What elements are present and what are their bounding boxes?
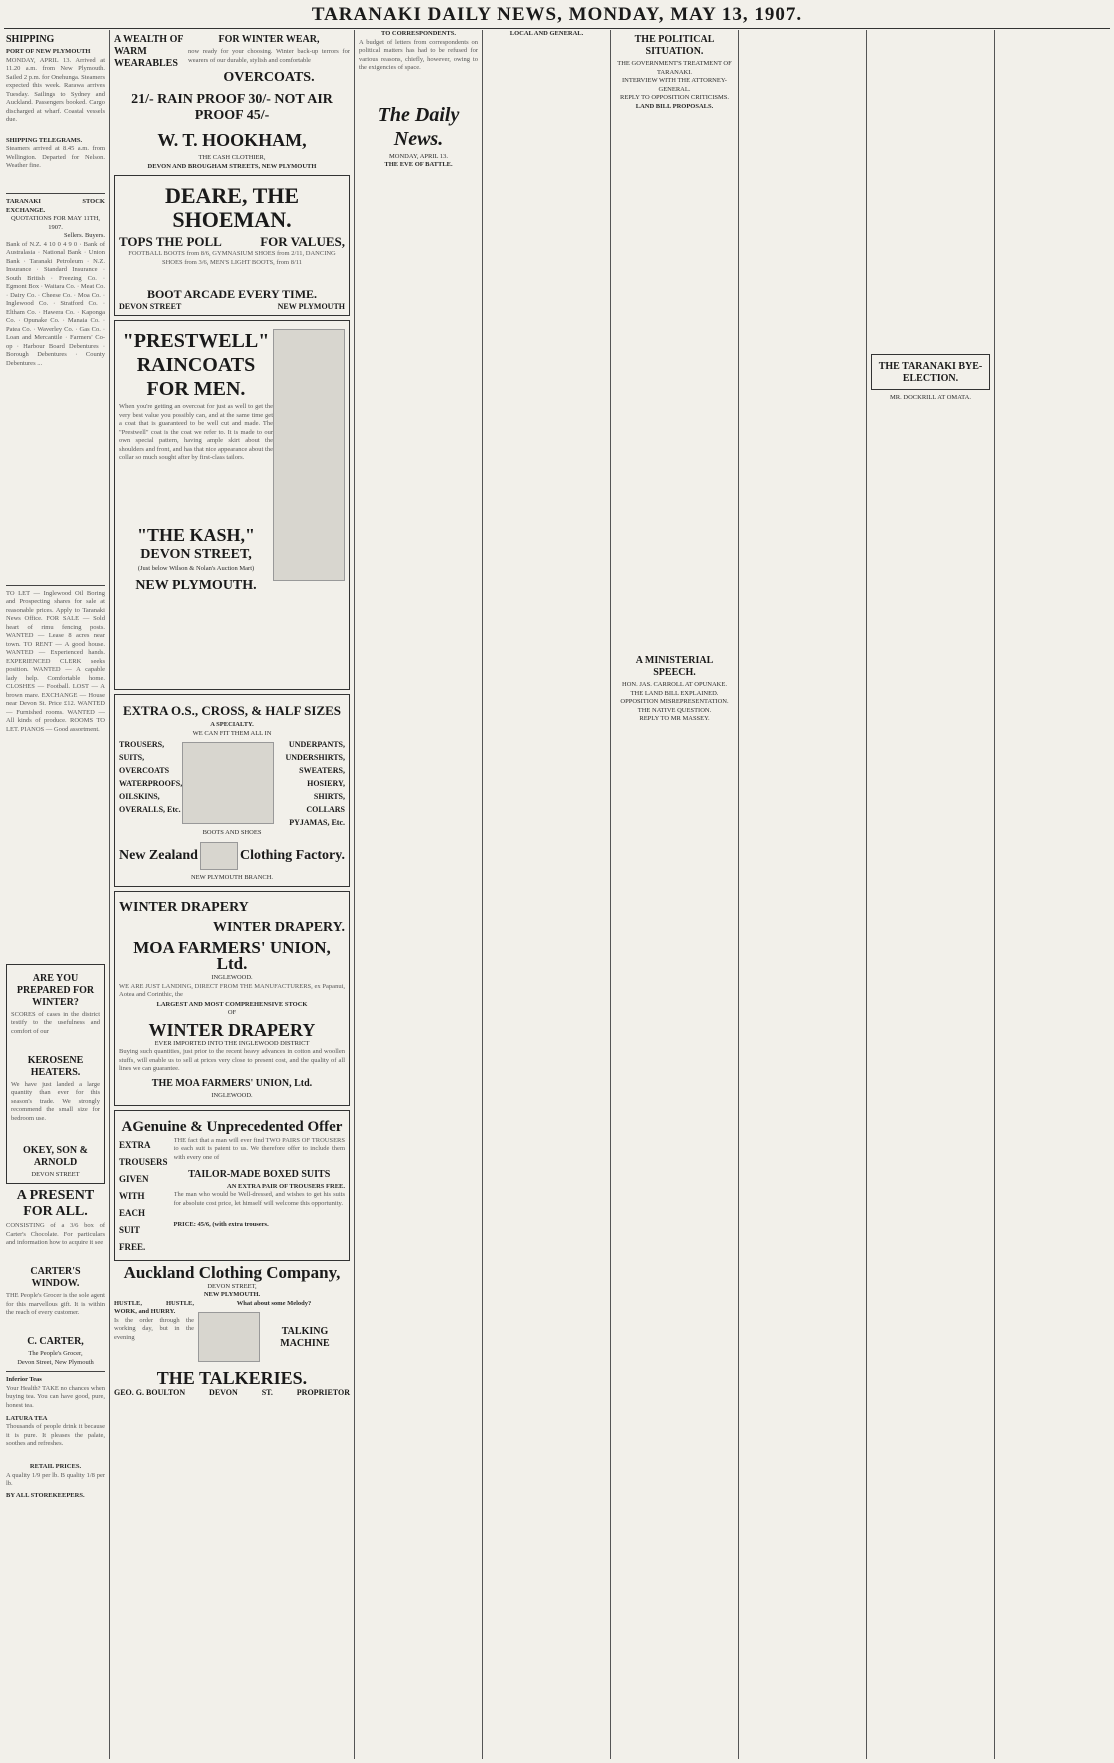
port-heading: PORT OF NEW PLYMOUTH bbox=[6, 48, 91, 55]
hookham-sub: THE CASH CLOTHIER, bbox=[198, 154, 266, 161]
quotations-heading: QUOTATIONS FOR MAY 11TH, 1907. bbox=[10, 215, 101, 231]
latura-text: Thousands of people drink it because it is pure. It pleases the palate, soothes and refreshes. bbox=[6, 1423, 105, 1447]
reply-criticisms: REPLY TO OPPOSITION CRITICISMS. bbox=[619, 94, 730, 101]
figures-illustration bbox=[182, 742, 273, 824]
prestwell-text: When you're getting an overcoat for just as well to get the very best value you possibly can, and at the same time get a coat that is guaranteed to be well cut and made. The "Prestwell" coat is the coat we refer to. It is made to our own special pattern, having ample skirt about the shoulders and front, and has that nice appearance about the collar so much sought after by first-class tailors. bbox=[119, 403, 273, 461]
land-bill-explained: THE LAND BILL EXPLAINED. bbox=[630, 689, 719, 697]
sizes-right-item: SHIRTS, COLLARS bbox=[306, 792, 345, 814]
sizes-right-item: SWEATERS, bbox=[299, 766, 345, 775]
ministerial-heading: A MINISTERIAL SPEECH. bbox=[635, 655, 714, 678]
moa-heading-2: THE MOA FARMERS' UNION, Ltd. bbox=[151, 1078, 313, 1089]
telegrams-heading: SHIPPING TELEGRAMS. bbox=[6, 136, 83, 144]
column-local bbox=[483, 30, 611, 1759]
winter-ad-text: SCORES of cases in the district testify to the usefulness and comfort of our bbox=[11, 1010, 100, 1035]
storekeepers: BY ALL STOREKEEPERS. bbox=[6, 1491, 85, 1499]
column-political bbox=[611, 30, 739, 1759]
extra-pair: AN EXTRA PAIR OF TROUSERS FREE. bbox=[227, 1182, 345, 1190]
overcoat-prices: 21/- RAIN PROOF 30/- NOT AIR PROOF 45/- bbox=[131, 92, 333, 123]
correspondents-text: A budget of letters from correspondents on political matters has had to be refused for various reasons, chiefly, however, owing to the exigencies of space. bbox=[359, 38, 478, 71]
hookham-address: DEVON AND BROUGHAM STREETS, NEW PLYMOUTH bbox=[147, 162, 317, 170]
extra-word: GIVEN bbox=[119, 1173, 149, 1184]
sellers-buyers: Sellers. Buyers. bbox=[64, 232, 105, 239]
genuine-text-2: The man who would be Well-dressed, and wishes to get his suits for absolute cost price, let himself will welcome this opportunity. bbox=[173, 1191, 345, 1207]
deare-heading: DEARE, THE SHOEMAN. bbox=[164, 183, 300, 232]
specialty: A SPECIALTY. bbox=[210, 721, 254, 728]
exchange-heading: TARANAKI STOCK EXCHANGE. bbox=[6, 198, 105, 214]
overcoats-heading: OVERCOATS. bbox=[223, 70, 315, 85]
price-line: PRICE: 45/6, (with extra trousers. bbox=[173, 1221, 269, 1228]
boulton-name: GEO. G. BOULTON bbox=[114, 1388, 186, 1397]
carter-sub: The People's Grocer, bbox=[28, 1350, 83, 1357]
eve-heading: THE EVE OF BATTLE. bbox=[384, 161, 453, 168]
paper-title: The Daily News. bbox=[377, 103, 460, 150]
reply-massey: REPLY TO MR MASSEY. bbox=[639, 715, 710, 722]
boots-shoes: BOOTS AND SHOES bbox=[202, 829, 262, 836]
deare-street: DEVON STREET bbox=[119, 302, 182, 311]
tea-text: Your Health? TAKE no chances when buying tea. You can have good, pure, honest tea. bbox=[6, 1384, 105, 1409]
present-text: CONSISTING of a 3/6 box of Carter's Chocolate. For particulars and information how to acquire it see bbox=[6, 1222, 105, 1246]
drapery-1: WINTER DRAPERY bbox=[119, 900, 249, 915]
column7-top-text bbox=[871, 30, 990, 350]
drapery-3: WINTER DRAPERY bbox=[148, 1019, 316, 1040]
shipping-heading: SHIPPING bbox=[6, 34, 55, 45]
sizes-right-list bbox=[274, 738, 345, 829]
sizes-left-item: OILSKINS, bbox=[119, 792, 160, 801]
of-word: OF bbox=[227, 1009, 237, 1016]
extra-word: EXTRA bbox=[119, 1139, 151, 1150]
kash-sub: (Just below Wilson & Nolan's Auction Mart) bbox=[137, 565, 255, 572]
nz-logo bbox=[200, 842, 238, 870]
extra-word: WITH bbox=[119, 1190, 145, 1201]
okey-street: DEVON STREET bbox=[31, 1170, 80, 1178]
np-branch: NEW PLYMOUTH BRANCH. bbox=[190, 873, 274, 881]
auckland-city: NEW PLYMOUTH. bbox=[203, 1291, 261, 1298]
carter-window-text: THE People's Grocer is the sole agent for this marvellous gift. It is within the reach of every customer. bbox=[6, 1292, 105, 1316]
drapery-2: WINTER DRAPERY. bbox=[212, 920, 345, 935]
boulton-devon: DEVON bbox=[209, 1388, 238, 1397]
political-sub: THE GOVERNMENT'S TREATMENT OF TARANAKI. bbox=[617, 60, 732, 76]
talkeries-heading: THE TALKERIES. bbox=[156, 1368, 308, 1388]
extra-word: EACH bbox=[119, 1207, 146, 1218]
masthead: TARANAKI DAILY NEWS, MONDAY, MAY 13, 1907. bbox=[311, 4, 803, 25]
boulton-st: ST. bbox=[261, 1388, 273, 1397]
auckland-heading: Auckland Clothing Company, bbox=[123, 1262, 341, 1282]
moa-inglewood: INGLEWOOD. bbox=[211, 974, 253, 981]
column-byelection bbox=[867, 30, 995, 1759]
column-editorial bbox=[355, 30, 483, 1759]
winter-ad-heading: ARE YOU PREPARED FOR WINTER? bbox=[16, 972, 95, 1008]
shipping-text: MONDAY, APRIL 13. Arrived at 11.20 a.m. from New Plymouth. Sailed 2 p.m. for Onehunga. Steamers expected this week. Rarawa arrives Tuesday. Sailings to Sydney and Auckland. Passengers booked. Cargo discharged at wharf. Coastal vessels due. bbox=[6, 56, 105, 123]
okey-heading: OKEY, SON & ARNOLD bbox=[23, 1144, 88, 1168]
byelection-text bbox=[871, 403, 990, 1760]
moa-inglewood-2: INGLEWOOD. bbox=[211, 1092, 253, 1099]
kash-street: DEVON STREET, bbox=[140, 547, 252, 562]
deare-city: NEW PLYMOUTH bbox=[277, 302, 345, 311]
byelection-heading: THE TARANAKI BYE-ELECTION. bbox=[878, 361, 983, 384]
kash-heading: "THE KASH," bbox=[136, 525, 255, 545]
carter-name: C. CARTER, bbox=[27, 1336, 84, 1347]
column8-text bbox=[999, 30, 1108, 1755]
sizes-left-item: WATERPROOFS, bbox=[119, 779, 183, 788]
interview: INTERVIEW WITH THE ATTORNEY-GENERAL. bbox=[622, 77, 727, 93]
hustle-line: HUSTLE, HUSTLE, WORK, and HURRY. bbox=[114, 1299, 194, 1315]
kerosene-heading: KEROSENE HEATERS. bbox=[27, 1054, 84, 1078]
for-values: FOR VALUES, bbox=[260, 234, 345, 249]
classified-ads: TO LET — Inglewood Oil Boring and Prospecting shares for sale at reasonable prices. Apply to Taranaki News Office. FOR SALE — Sold heart of rimu fencing posts. WANTED — Lease 8 acres near town. TO RENT — A good house. WANTED — Experienced hands. EXPERIENCED CLERK seeks position. WANTED — A capable lady help. Comfortable home. CLOSHES — Football. LOST — A brown mare. EXCHANGE — House near Devon St. Price £12. WANTED — Furnished rooms. WANTED — All kinds of produce. ROOMS TO LET. PIANOS — Good assortment. bbox=[6, 589, 105, 733]
tailor-made: TAILOR-MADE BOXED SUITS bbox=[188, 1168, 331, 1180]
retail-heading: RETAIL PRICES. bbox=[29, 1463, 82, 1470]
retail-text: A quality 1/9 per lb. B quality 1/8 per lb. bbox=[6, 1471, 105, 1487]
proprietor: PROPRIETOR bbox=[296, 1388, 350, 1397]
extra-word: SUIT bbox=[119, 1224, 141, 1235]
speech-text bbox=[743, 30, 862, 1755]
dockrill-line: MR. DOCKRILL AT OMATA. bbox=[890, 394, 971, 401]
editorial-text bbox=[359, 170, 478, 1730]
talking-machine: TALKING MACHINE bbox=[280, 1326, 330, 1349]
column-continued bbox=[995, 30, 1112, 1759]
largest-stock: LARGEST AND MOST COMPREHENSIVE STOCK bbox=[156, 1000, 308, 1008]
genuine-heading: AGenuine & Unprecedented Offer bbox=[121, 1118, 343, 1135]
extra-words bbox=[119, 1137, 168, 1256]
kerosene-text: We have just landed a large quantity than ever for this season's trade. We strongly recommend the small size for bedroom use. bbox=[11, 1080, 100, 1122]
auckland-street: DEVON STREET, bbox=[207, 1282, 257, 1290]
land-bill-proposals: LAND BILL PROPOSALS. bbox=[635, 102, 714, 110]
extra-word: TROUSERS bbox=[119, 1156, 168, 1167]
kash-city: NEW PLYMOUTH. bbox=[135, 577, 257, 593]
carter-window-heading: CARTER'S WINDOW. bbox=[30, 1266, 81, 1289]
wearables-text: now ready for your choosing. Winter back-up terrors for wearers of our durable, stylish and comfortable bbox=[188, 48, 350, 64]
moa-heading: MOA FARMERS' UNION, Ltd. bbox=[133, 938, 331, 973]
carter-address: Devon Street, New Plymouth bbox=[17, 1358, 94, 1366]
tea-heading: Inferior Teas bbox=[6, 1376, 42, 1383]
sizes-right-item: UNDERPANTS, bbox=[288, 740, 345, 749]
wealth-heading: A WEALTH OF WARM WEARABLES bbox=[114, 34, 184, 69]
clothing-factory: Clothing Factory. bbox=[239, 847, 345, 863]
paper-date: MONDAY, APRIL 13. bbox=[389, 152, 448, 160]
telegrams-text: Steamers arrived at 8.45 a.m. from Wellington. Departed for Nelson. Weather fine. bbox=[6, 145, 105, 169]
sizes-left-list bbox=[119, 738, 182, 816]
raincoat-illustration bbox=[273, 329, 345, 581]
column-advertisements bbox=[110, 30, 355, 1759]
masthead-rule bbox=[4, 28, 1110, 29]
sizes-left-item: SUITS, bbox=[119, 753, 145, 762]
prestwell-heading: "PRESTWELL" RAINCOATS FOR MEN. bbox=[122, 330, 270, 400]
ministerial-text bbox=[615, 724, 734, 1760]
sizes-heading: EXTRA O.S., CROSS, & HALF SIZES bbox=[122, 703, 342, 718]
gramophone-illustration bbox=[198, 1312, 260, 1362]
local-heading: LOCAL AND GENERAL. bbox=[509, 30, 584, 37]
hookham-name: W. T. HOOKHAM, bbox=[157, 130, 307, 150]
tops-the-poll: TOPS THE POLL bbox=[119, 234, 222, 249]
stock-table: Bank of N.Z. 4 10 0 4 9 0 · Bank of Australasia · National Bank · Union Bank · Taranaki Petroleum · N.Z. Insurance · Standard Insurance · South British · Freezing Co. · Egmont Box · Waitara Co. · Meat Co. · Dairy Co. · Cheese Co. · Moa Co. · Inglewood Co. · Stratford Co. · Eltham Co. · Hawera Co. · Kaponga Co. · Opunake Co. · Manaia Co. · Patea Co. · Waverley Co. · Gas Co. · Loan and Mercantile · Farmers' Co-op · Harbour Board Debentures · Borough Debentures · County Debentures ... bbox=[6, 240, 105, 367]
hustle-text: Is the order through the working day, but in the evening bbox=[114, 1316, 194, 1341]
sizes-right-item: PYJAMAS, Etc. bbox=[289, 818, 345, 827]
deare-prices: FOOTBALL BOOTS from 8/6, GYMNASIUM SHOES from 2/11, DANCING SHOES from 3/6, MEN'S LIGHT BOOTS, from 8/11 bbox=[128, 250, 336, 266]
sizes-right-item: UNDERSHIRTS, bbox=[285, 753, 345, 762]
nz-word: New Zealand bbox=[119, 847, 198, 863]
sizes-left-item: OVERALLS, Etc. bbox=[119, 805, 181, 814]
native-question: THE NATIVE QUESTION. bbox=[637, 706, 712, 714]
carroll-line: HON. JAS. CARROLL AT OPUNAKE. bbox=[622, 681, 727, 688]
political-heading: THE POLITICAL SITUATION. bbox=[634, 34, 715, 57]
sizes-right-item: HOSIERY, bbox=[307, 779, 345, 788]
latura-heading: LATURA TEA bbox=[6, 1414, 48, 1422]
moa-offer: Buying such quantities, just prior to the recent heavy advances in cotton and woollen stuffs, will enable us to sell at prices very close to present cost, and the quality of all lines we can guarantee. bbox=[119, 1048, 345, 1072]
misrepresentation: OPPOSITION MISREPRESENTATION. bbox=[620, 698, 729, 705]
melody-line: What about some Melody? bbox=[236, 1299, 312, 1307]
imported-line: EVER IMPORTED INTO THE INGLEWOOD DISTRICT bbox=[154, 1039, 310, 1047]
boot-arcade: BOOT ARCADE EVERY TIME. bbox=[146, 287, 318, 301]
correspondents-heading: TO CORRESPONDENTS. bbox=[380, 30, 456, 37]
local-text bbox=[487, 39, 606, 1759]
fit-all: WE CAN FIT THEM ALL IN bbox=[192, 729, 272, 737]
present-heading: A PRESENT FOR ALL. bbox=[16, 1188, 95, 1219]
moa-text: WE ARE JUST LANDING, DIRECT FROM THE MANUFACTURERS, ex Papanui, Aotea and Corinthic, the bbox=[119, 982, 345, 998]
sizes-left-item: TROUSERS, bbox=[119, 740, 165, 749]
winter-wear: FOR WINTER WEAR, bbox=[218, 34, 320, 45]
genuine-text: THE fact that a man will ever find TWO PAIRS OF TROUSERS to each suit is patent to us. We therefore offer to include them with every one of bbox=[173, 1136, 345, 1161]
political-text bbox=[615, 111, 734, 651]
sizes-left-item: OVERCOATS bbox=[119, 766, 170, 775]
column-speech bbox=[739, 30, 867, 1759]
column-shipping bbox=[2, 30, 110, 1759]
extra-word: FREE. bbox=[119, 1241, 146, 1252]
